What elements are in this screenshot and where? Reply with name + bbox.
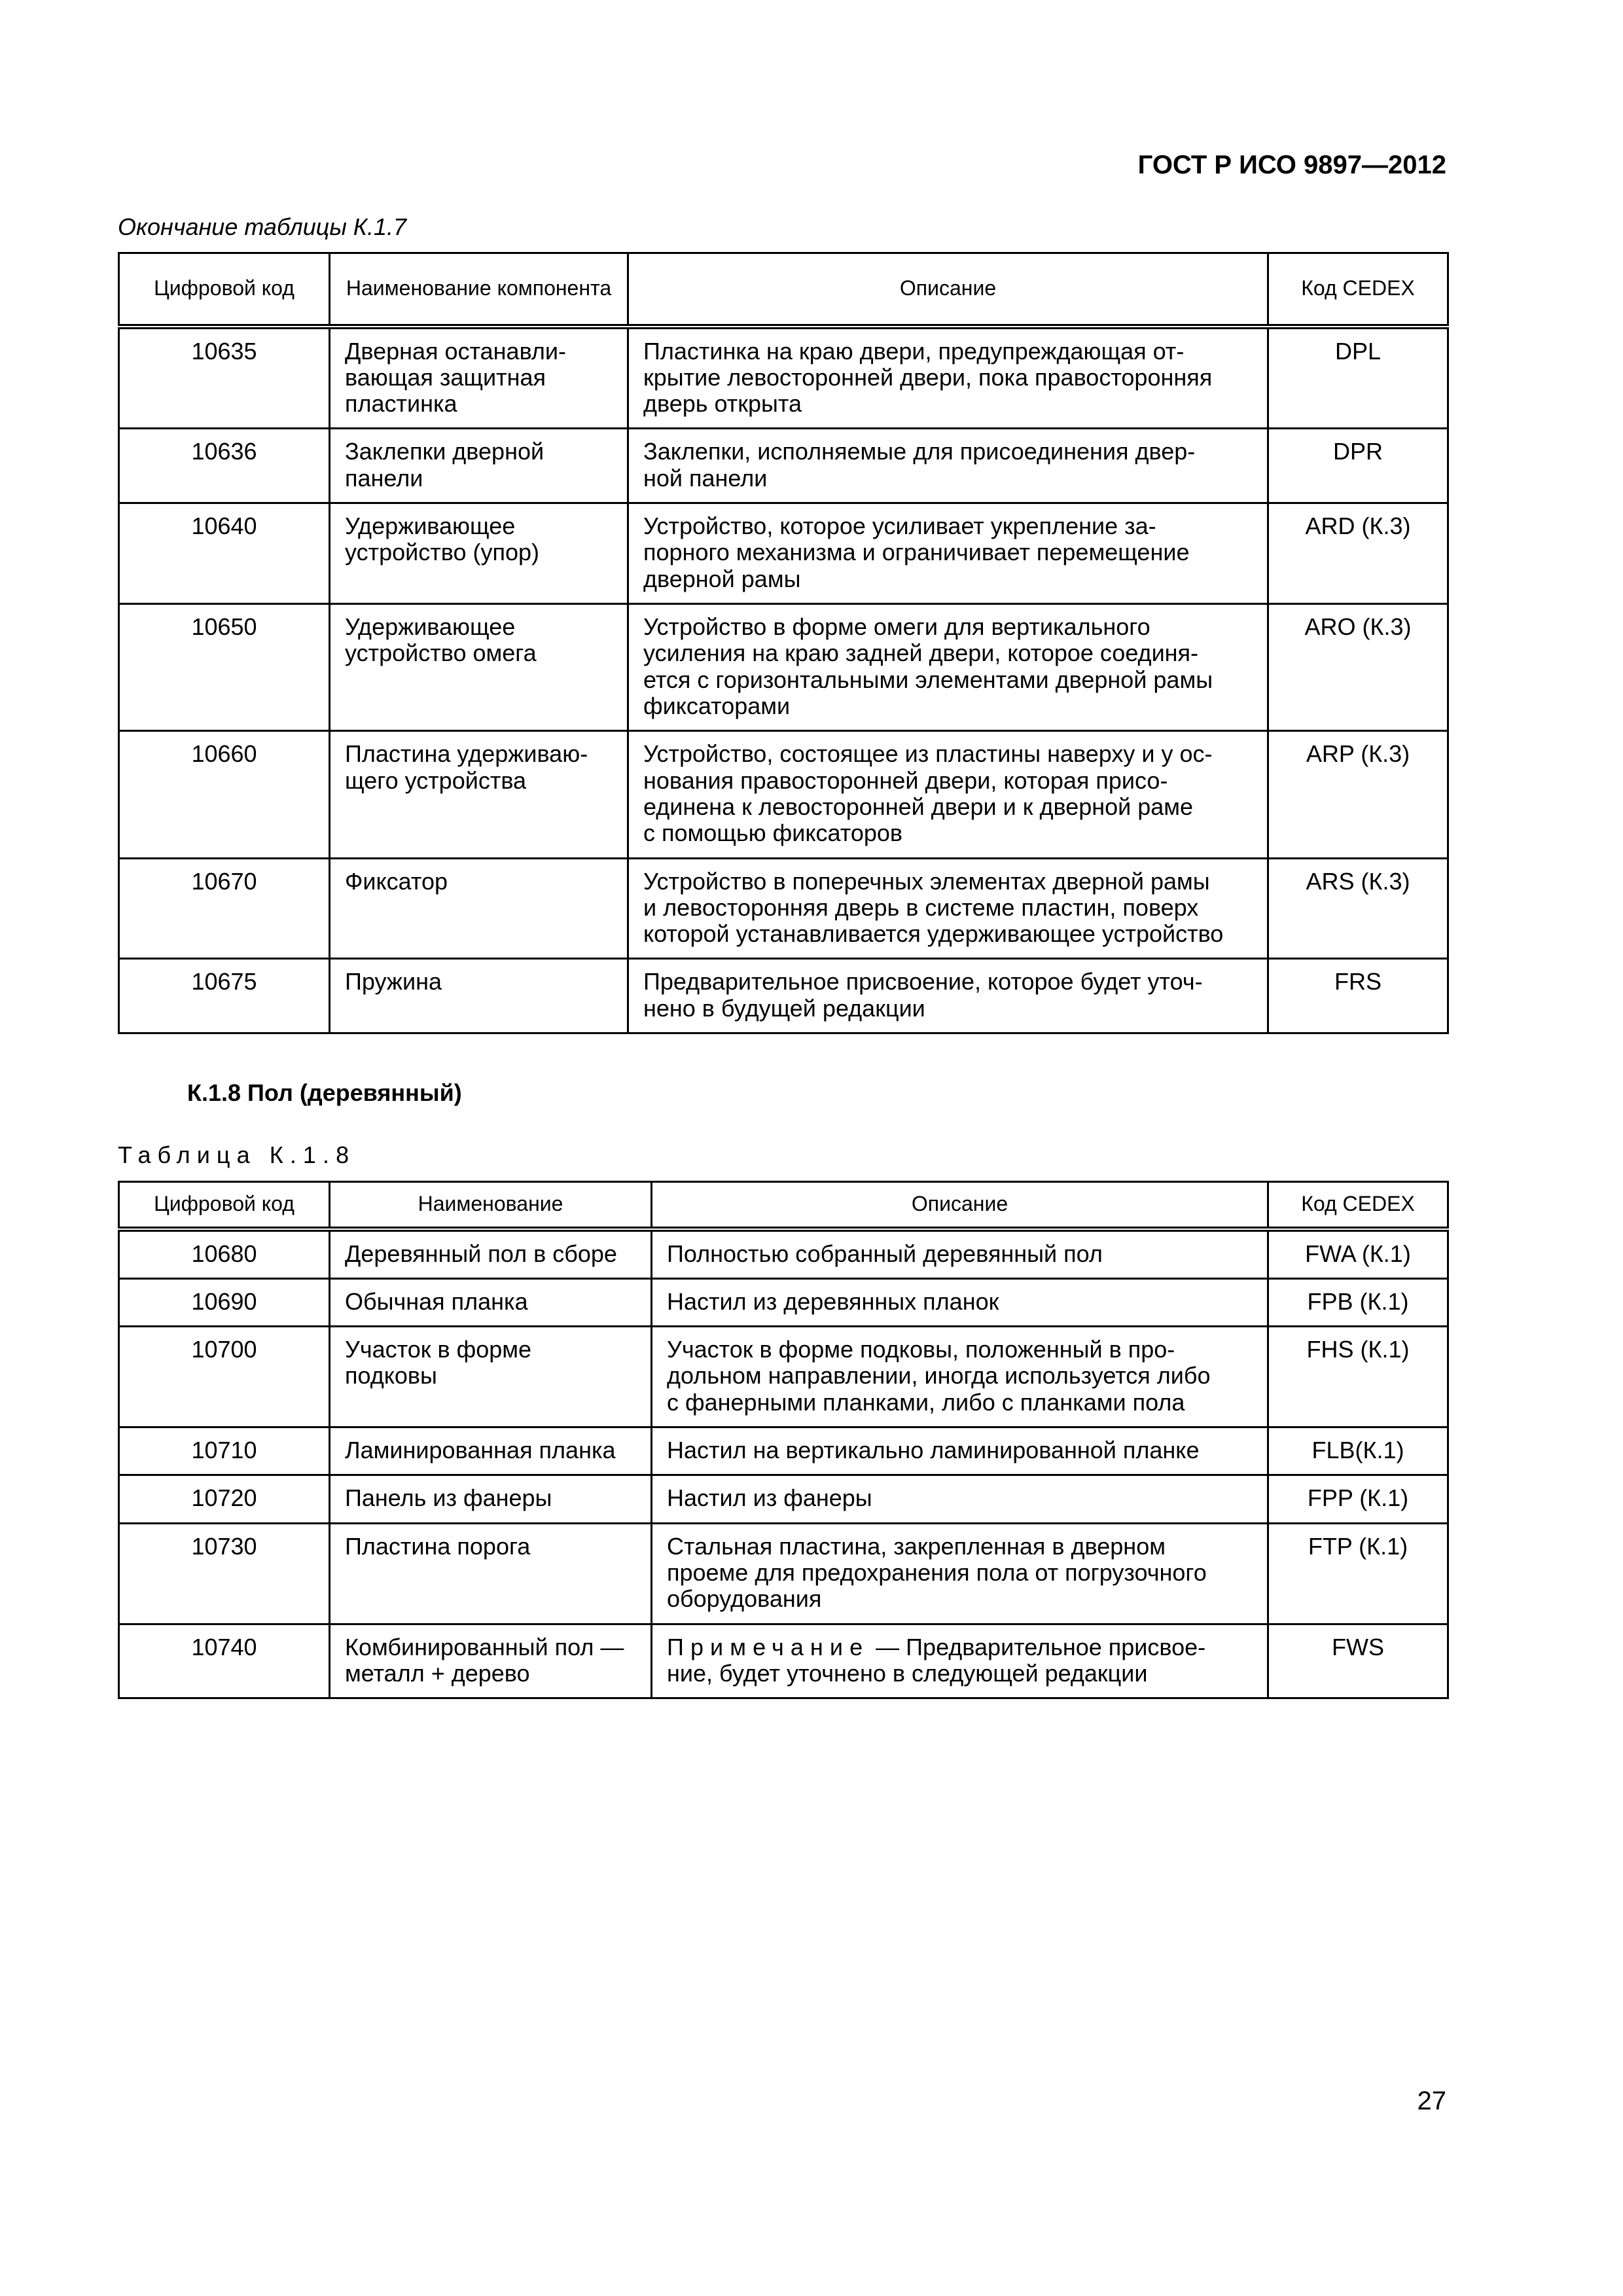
cell-code: 10635 (119, 327, 330, 429)
cell-name: Обычная планка (330, 1278, 652, 1326)
column-header-code: Цифровой код (119, 1182, 330, 1229)
cell-description: Пластинка на краю двери, предупреждающая от- крытие левосторонней двери, пока правосторонняя дверь открыта (628, 327, 1268, 429)
page-number: 27 (1417, 2087, 1446, 2115)
cell-code: 10730 (119, 1523, 330, 1624)
table-continuation-caption: Окончание таблицы К.1.7 (118, 213, 407, 240)
cell-cedex: DPR (1268, 429, 1448, 503)
cell-description: Устройство в поперечных элементах дверной рамы и левосторонняя дверь в системе пластин, поверх которой устанавливается удерживающее устройство (628, 858, 1268, 959)
cell-cedex: ARP (К.3) (1268, 731, 1448, 858)
cell-description: Полностью собранный деревянный пол (652, 1229, 1268, 1279)
cell-cedex: FLB(К.1) (1268, 1427, 1448, 1475)
table-k-1-7 (118, 252, 1449, 1034)
cell-cedex: FWA (К.1) (1268, 1229, 1448, 1279)
column-header-name: Наименование (330, 1182, 652, 1229)
column-header-description: Описание (628, 253, 1268, 327)
cell-name: Комбинированный пол — металл + дерево (330, 1624, 652, 1698)
table-row (119, 731, 1448, 858)
table-row (119, 327, 1448, 429)
table-header-row (119, 1182, 1448, 1229)
cell-description: Примечание — Предварительное присвое- ние, будет уточнено в следующей редакции (652, 1624, 1268, 1698)
table-caption: Таблица К.1.8 (118, 1141, 356, 1168)
cell-description: Настил из фанеры (652, 1475, 1268, 1523)
document-id: ГОСТ Р ИСО 9897—2012 (1137, 151, 1446, 179)
table-row (119, 1278, 1448, 1326)
cell-code: 10710 (119, 1427, 330, 1475)
cell-description: Заклепки, исполняемые для присоединения двер- ной панели (628, 429, 1268, 503)
cell-code: 10650 (119, 604, 330, 731)
cell-cedex: FRS (1268, 959, 1448, 1033)
table-row (119, 604, 1448, 731)
cell-name: Участок в форме подковы (330, 1327, 652, 1427)
cell-cedex: DPL (1268, 327, 1448, 429)
cell-code: 10660 (119, 731, 330, 858)
column-header-name: Наименование компонента (330, 253, 628, 327)
cell-cedex: FPB (К.1) (1268, 1278, 1448, 1326)
section-heading: К.1.8 Пол (деревянный) (187, 1079, 462, 1106)
table-row (119, 1229, 1448, 1279)
cell-description: Предварительное присвоение, которое будет уточ- нено в будущей редакции (628, 959, 1268, 1033)
cell-code: 10675 (119, 959, 330, 1033)
table-row (119, 1624, 1448, 1698)
cell-name: Деревянный пол в сборе (330, 1229, 652, 1279)
table-row (119, 858, 1448, 959)
table-row (119, 1327, 1448, 1427)
cell-code: 10636 (119, 429, 330, 503)
table-row (119, 1427, 1448, 1475)
table-row (119, 959, 1448, 1033)
cell-description: Устройство, которое усиливает укрепление за- порного механизма и ограничивает перемещение дверной рамы (628, 503, 1268, 604)
cell-code: 10700 (119, 1327, 330, 1427)
cell-description: Устройство, состоящее из пластины наверху и у ос- нования правосторонней двери, которая присо- единена к левосторонней двери и к дверной раме с помощью фиксаторов (628, 731, 1268, 858)
cell-name: Панель из фанеры (330, 1475, 652, 1523)
cell-cedex: FTP (К.1) (1268, 1523, 1448, 1624)
cell-code: 10680 (119, 1229, 330, 1279)
column-header-description: Описание (652, 1182, 1268, 1229)
cell-cedex: ARD (К.3) (1268, 503, 1448, 604)
cell-description: Стальная пластина, закрепленная в дверном проеме для предохранения пола от погрузочного оборудования (652, 1523, 1268, 1624)
cell-description: Участок в форме подковы, положенный в про- дольном направлении, иногда используется либо с фанерными планками, либо с планками пола (652, 1327, 1268, 1427)
cell-name: Дверная останавли- вающая защитная пластинка (330, 327, 628, 429)
cell-name: Фиксатор (330, 858, 628, 959)
cell-code: 10640 (119, 503, 330, 604)
cell-name: Пластина удерживаю- щего устройства (330, 731, 628, 858)
cell-cedex: ARS (К.3) (1268, 858, 1448, 959)
table-row (119, 1475, 1448, 1523)
cell-cedex: FWS (1268, 1624, 1448, 1698)
table-header-row (119, 253, 1448, 327)
cell-name: Ламинированная планка (330, 1427, 652, 1475)
column-header-cedex: Код CEDEX (1268, 253, 1448, 327)
table-row (119, 1523, 1448, 1624)
cell-name: Удерживающее устройство омега (330, 604, 628, 731)
cell-cedex: FPP (К.1) (1268, 1475, 1448, 1523)
cell-cedex: ARO (К.3) (1268, 604, 1448, 731)
cell-code: 10670 (119, 858, 330, 959)
column-header-cedex: Код CEDEX (1268, 1182, 1448, 1229)
cell-name: Пружина (330, 959, 628, 1033)
cell-code: 10690 (119, 1278, 330, 1326)
cell-cedex: FHS (К.1) (1268, 1327, 1448, 1427)
cell-code: 10720 (119, 1475, 330, 1523)
cell-name: Заклепки дверной панели (330, 429, 628, 503)
cell-name: Пластина порога (330, 1523, 652, 1624)
note-label: Примечание (667, 1633, 870, 1660)
table-row (119, 503, 1448, 604)
cell-description: Устройство в форме омеги для вертикального усиления на краю задней двери, которое соединя- ется с горизонтальными элементами дверной рамы фиксаторами (628, 604, 1268, 731)
table-row (119, 429, 1448, 503)
column-header-code: Цифровой код (119, 253, 330, 327)
table-k-1-8 (118, 1181, 1449, 1699)
cell-name: Удерживающее устройство (упор) (330, 503, 628, 604)
cell-description: Настил из деревянных планок (652, 1278, 1268, 1326)
cell-code: 10740 (119, 1624, 330, 1698)
cell-description: Настил на вертикально ламинированной планке (652, 1427, 1268, 1475)
